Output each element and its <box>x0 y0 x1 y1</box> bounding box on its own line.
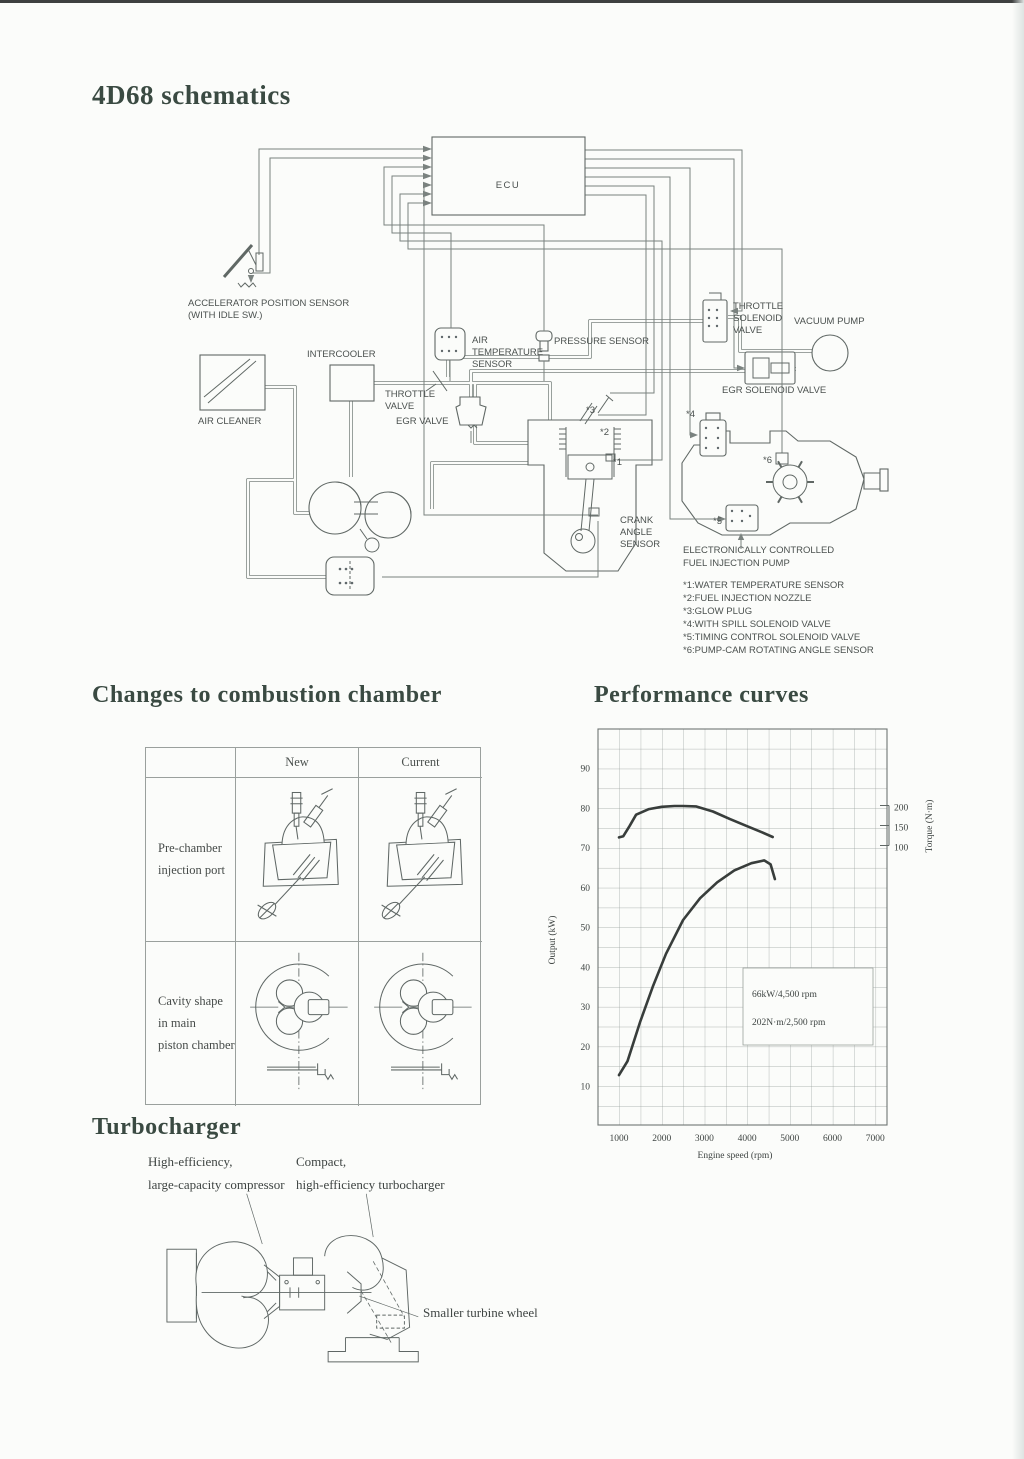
svg-text:30: 30 <box>580 1003 590 1013</box>
svg-text:90: 90 <box>580 764 590 775</box>
vacuum-pump-label: VACUUM PUMP <box>794 316 865 327</box>
compressor-label: High-efficiency, large-capacity compressor <box>148 1154 285 1193</box>
crank-sensor-label3: SENSOR <box>620 539 661 550</box>
spill-solenoid-symbol <box>700 420 726 456</box>
x-axis-ticks <box>610 1134 885 1144</box>
intercooler-symbol <box>330 365 374 401</box>
compressor-scroll-upper <box>196 1242 268 1297</box>
glow-plug-symbol <box>598 395 613 413</box>
combustion-heading: Changes to combustion chamber <box>92 682 442 708</box>
air-cleaner-label: AIR CLEANER <box>198 416 262 427</box>
inlet-duct <box>167 1249 196 1322</box>
throttle-solenoid-label3: VALVE <box>733 325 763 336</box>
footnote-1: *1:WATER TEMPERATURE SENSOR <box>683 580 845 591</box>
svg-text:150: 150 <box>894 823 909 834</box>
injection-pump-label: ELECTRONICALLY CONTROLLED <box>683 545 835 556</box>
footnote-4: *4:WITH SPILL SOLENOID VALVE <box>683 619 831 630</box>
svg-text:1000: 1000 <box>609 1134 629 1144</box>
page-title: 4D68 schematics <box>92 80 291 110</box>
egr-solenoid-label: EGR SOLENOID VALVE <box>722 385 827 396</box>
column-header-current: Current <box>359 748 482 778</box>
row-label-prechamber: Pre-chamber injection port <box>146 778 236 942</box>
performance-heading: Performance curves <box>594 682 809 708</box>
svg-text:10: 10 <box>580 1082 590 1093</box>
throttle-solenoid-label2: SOLENOID <box>733 313 783 324</box>
row-label-cavity: Cavity shape in main piston chamber <box>146 942 236 1106</box>
turbocharger-leader-line <box>366 1194 373 1237</box>
footnote-6: *6:PUMP-CAM ROTATING ANGLE SENSOR <box>683 645 874 656</box>
mounting-flange <box>328 1338 418 1362</box>
injection-pump-label2: FUEL INJECTION PUMP <box>683 558 790 569</box>
y-axis-title: Output (kW) <box>548 915 558 965</box>
vacuum-pump-symbol <box>812 335 848 371</box>
pressure-sensor-label: PRESSURE SENSOR <box>554 336 650 347</box>
svg-text:20: 20 <box>580 1042 590 1053</box>
performance-chart <box>540 700 1010 1180</box>
air-temp-label: AIR <box>472 335 488 346</box>
svg-text:3000: 3000 <box>694 1134 714 1144</box>
svg-text:5000: 5000 <box>780 1134 800 1144</box>
accel-sensor-label: ACCELERATOR POSITION SENSOR <box>188 298 350 309</box>
air-temp-sensor-symbol <box>435 328 465 360</box>
annotation-box <box>743 968 873 1045</box>
y-axis-ticks <box>581 765 591 1093</box>
throttle-valve-label: THROTTLE <box>385 389 436 400</box>
cavity-new-drawing <box>236 942 359 1106</box>
egr-valve-label: EGR VALVE <box>396 416 449 427</box>
svg-text:200: 200 <box>894 803 909 814</box>
prechamber-new-drawing <box>236 778 359 942</box>
cavity-current-drawing <box>359 942 482 1106</box>
table-corner-cell <box>146 748 236 778</box>
right-axis-title: Torque (N·m) <box>925 799 935 853</box>
air-temp-label2: TEMPERATURE <box>472 347 544 358</box>
right-axis-ticks <box>894 804 909 854</box>
svg-text:7000: 7000 <box>865 1134 885 1144</box>
scan-edge-shadow <box>1012 0 1024 1459</box>
crank-sensor-label: CRANK <box>620 515 654 526</box>
footnote-2: *2:FUEL INJECTION NOZZLE <box>683 593 812 604</box>
svg-text:70: 70 <box>580 844 590 854</box>
svg-text:4000: 4000 <box>737 1134 757 1144</box>
svg-text:60: 60 <box>580 883 590 894</box>
chart-plot-area <box>598 729 887 1125</box>
turbocharger-heading: Turbocharger <box>92 1114 242 1140</box>
footnote-3: *3:GLOW PLUG <box>683 606 753 617</box>
turbocharger-drawing <box>160 1192 420 1394</box>
marker-5: *5 <box>713 516 722 527</box>
marker-1: *1 <box>613 457 622 468</box>
svg-text:100: 100 <box>894 843 909 854</box>
marker-3: *3 <box>586 405 595 416</box>
throttle-valve-label2: VALVE <box>385 401 415 412</box>
accel-pedal-symbol <box>224 245 252 277</box>
svg-text:40: 40 <box>580 963 590 974</box>
peak-torque-annotation: 202N·m/2,500 rpm <box>752 1018 826 1028</box>
air-temp-label3: SENSOR <box>472 359 513 370</box>
ecu-label: ECU <box>495 180 521 191</box>
footnote-5: *5:TIMING CONTROL SOLENOID VALVE <box>683 632 861 643</box>
pressure-sensor-symbol <box>536 331 552 341</box>
compressor-leader-line <box>247 1194 263 1244</box>
throttle-solenoid-label: THROTTLE <box>733 301 784 312</box>
marker-6: *6 <box>763 455 772 466</box>
turbocharger-label: Compact, high-efficiency turbocharger <box>296 1154 445 1193</box>
crank-sensor-label2: ANGLE <box>620 527 653 538</box>
marker-4: *4 <box>686 409 695 420</box>
timing-solenoid-symbol <box>726 505 758 531</box>
scan-edge-artifact <box>0 0 1024 3</box>
compressor-scroll-lower <box>196 1296 268 1348</box>
svg-text:50: 50 <box>580 923 590 934</box>
peak-power-annotation: 66kW/4,500 rpm <box>752 990 817 1000</box>
wastegate-actuator <box>377 1315 405 1328</box>
svg-text:2000: 2000 <box>652 1134 672 1144</box>
egr-valve-symbol <box>456 397 486 425</box>
combustion-table <box>145 747 481 1105</box>
svg-text:80: 80 <box>580 804 590 815</box>
prechamber-current-drawing <box>359 778 482 942</box>
engine-schematic-diagram <box>130 125 910 670</box>
turbine-callout-leader <box>359 1296 418 1317</box>
x-axis-title: Engine speed (rpm) <box>697 1151 773 1161</box>
svg-text:6000: 6000 <box>823 1134 842 1144</box>
intercooler-label: INTERCOOLER <box>307 349 376 360</box>
accel-sensor-label2: (WITH IDLE SW.) <box>188 310 263 321</box>
turbine-wheel-callout: Smaller turbine wheel <box>423 1305 538 1320</box>
column-header-new: New <box>236 748 359 778</box>
throttle-solenoid-valve-symbol <box>703 300 727 342</box>
ecu-box <box>432 137 585 215</box>
marker-2: *2 <box>600 427 609 438</box>
